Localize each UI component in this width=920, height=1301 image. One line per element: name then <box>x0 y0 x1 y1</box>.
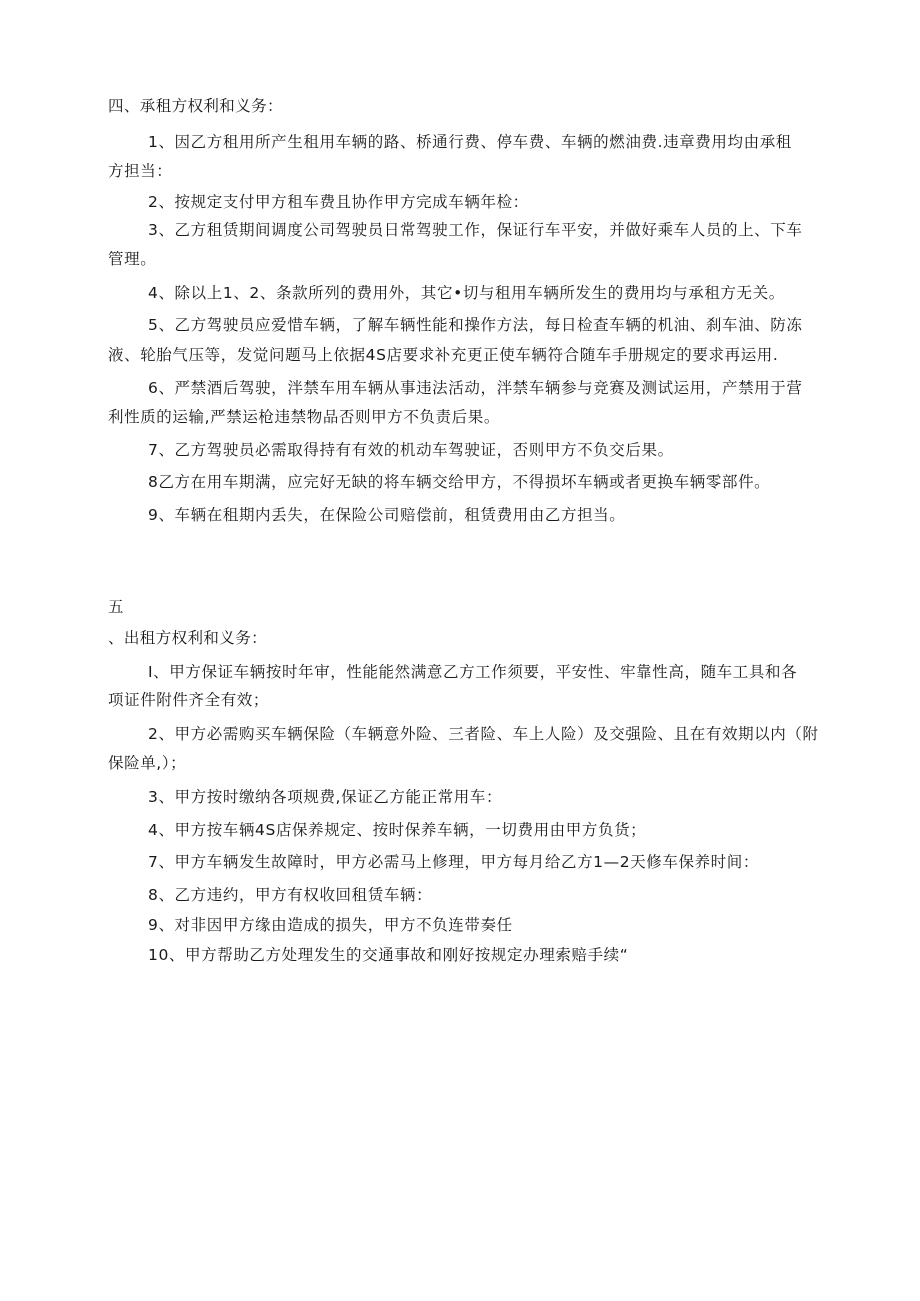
s5-item-8: 10、甲方帮助乙方处理发生的交通事故和刚好按规定办理索赔手续“ <box>148 946 629 964</box>
s5-item-6: 8、乙方违约，甲方有权收回租赁车辆： <box>148 886 433 904</box>
s5-item-2-line-1: 2、甲方必需购买车辆保险（车辆意外险、三者险、车上人险）及交强险、且在有效期以内（附 <box>148 725 819 743</box>
s4-item-1-line-1: 1、因乙方租用所产生租用车辆的路、桥通行费、停车费、车辆的燃油费.违章费用均由承租 <box>148 133 792 151</box>
s5-item-1-line-1: I、甲方保证车辆按时年审，性能能然满意乙方工作须要，平安性、牢靠性高，随车工具和各 <box>148 663 798 681</box>
s4-item-7: 7、乙方驾驶员必需取得持有有效的机动车驾驶证，否则甲方不负交后果。 <box>148 441 674 459</box>
s4-item-2: 2、按规定支付甲方租车费且协作甲方完成车辆年检： <box>148 193 529 211</box>
section-5-title-line-1: 五 <box>108 598 124 616</box>
s5-item-5: 7、甲方车辆发生故障时，甲方必需马上修理，甲方每月给乙方1—2天修车保养时间： <box>148 853 759 871</box>
s4-item-3-line-2: 管理。 <box>108 250 157 268</box>
s5-item-3: 3、甲方按时缴纳各项规费,保证乙方能正常用车： <box>148 788 503 806</box>
s4-item-4: 4、除以上1、2、条款所列的费用外，其它•切与租用车辆所发生的费用均与承租方无关。 <box>148 284 785 302</box>
s5-item-7: 9、对非因甲方缘由造成的损失，甲方不负连带奏任 <box>148 916 513 934</box>
s4-item-6-line-1: 6、严禁酒后驾驶，泮禁车用车辆从事违法活动，泮禁车辆参与竞赛及测试运用，产禁用于营 <box>148 379 803 397</box>
s4-item-5-line-2: 液、轮胎气压等，发觉问题马上依据4S店要求补充更正使车辆符合随车手册规定的要求再运用. <box>108 346 779 364</box>
s5-item-2-line-2: 保险单,）； <box>108 754 187 772</box>
s4-item-5-line-1: 5、乙方驾驶员应爱惜车辆，了解车辆性能和操作方法，每日检查车辆的机油、刹车油、防冻 <box>148 316 803 334</box>
s4-item-1-line-2: 方担当： <box>108 162 173 180</box>
s4-item-9: 9、车辆在租期内丢失，在保险公司赔偿前，租赁费用由乙方担当。 <box>148 506 626 524</box>
s4-item-8: 8乙方在用车期满，应完好无缺的将车辆交给甲方，不得损坏车辆或者更换车辆零部件。 <box>148 473 771 491</box>
s5-item-4: 4、甲方按车辆4S店保养规定、按时保养车辆，一切费用由甲方负货； <box>148 821 647 839</box>
section-5-title-line-2: 、出租方权利和义务： <box>108 629 268 647</box>
s4-item-6-line-2: 利性质的运输,严禁运枪违禁物品否则甲方不负责后果。 <box>108 408 500 426</box>
s4-item-3-line-1: 3、乙方租赁期间调度公司驾驶员日常驾驶工作，保证行车平安，并做好乘车人员的上、下车 <box>148 221 803 239</box>
section-4-title: 四、承租方权利和义务： <box>108 97 283 115</box>
s5-item-1-line-2: 项证件附件齐全有效； <box>108 691 270 709</box>
